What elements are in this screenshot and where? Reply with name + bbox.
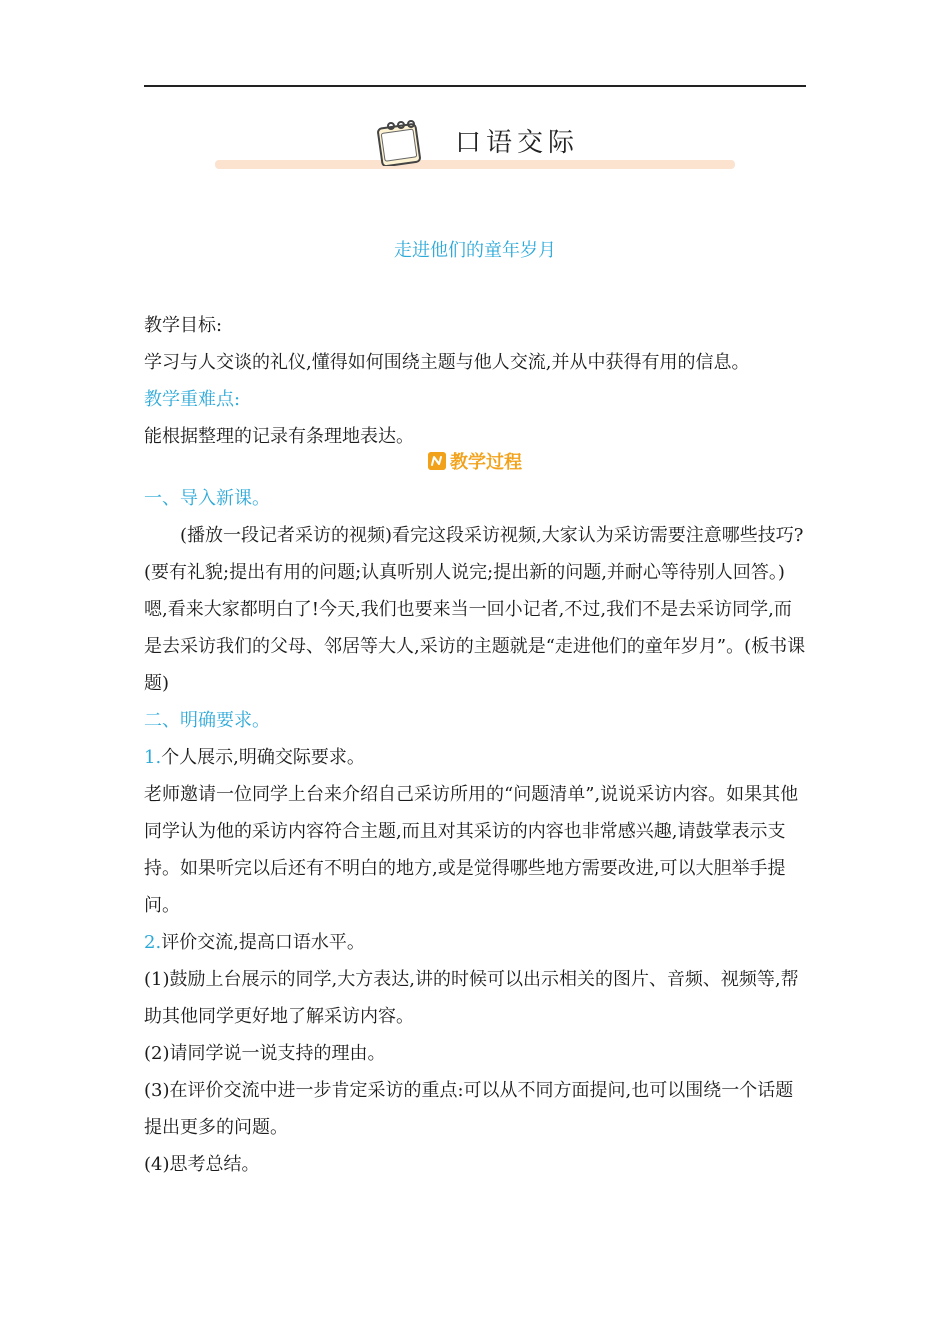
key-points-text: 能根据整理的记录有条理地表达。	[144, 426, 414, 447]
process-label: 教学过程	[450, 452, 522, 473]
lesson-title: 走进他们的童年岁月	[394, 240, 556, 261]
sub-item-4: (4)思考总结。	[144, 1154, 260, 1175]
notepad-icon	[377, 118, 423, 166]
banner-underline	[215, 160, 735, 169]
item1	[144, 739, 808, 776]
objectives-block	[144, 307, 808, 455]
item2-text: 评价交流,提高口语水平。	[161, 932, 365, 953]
banner-title: 口语交际	[455, 128, 580, 158]
top-rule	[144, 85, 806, 87]
section1-heading: 一、导入新课。	[144, 488, 270, 509]
sub-item-3: (3)在评价交流中进一步肯定采访的重点:可以从不同方面提问,也可以围绕一个话题提出更多的问题。	[144, 1080, 794, 1138]
objectives-text: 学习与人交谈的礼仪,懂得如何围绕主题与他人交流,并从中获得有用的信息。	[144, 352, 750, 373]
key-points-label: 教学重难点:	[144, 389, 241, 410]
process-heading	[0, 448, 950, 474]
item1-number: 1.	[144, 747, 162, 768]
section-banner	[215, 110, 735, 174]
section2	[144, 702, 808, 1183]
sub-item-1: (1)鼓励上台展示的同学,大方表达,讲的时候可以出示相关的图片、音频、视频等,帮助其他同学更好地了解采访内容。	[144, 969, 799, 1027]
section2-heading: 二、明确要求。	[144, 710, 270, 731]
item1-body: 老师邀请一位同学上台来介绍自己采访所用的“问题清单”,说说采访内容。如果其他同学认为他的采访内容符合主题,而且对其采访的内容也非常感兴趣,请鼓掌表示支持。如果听完以后还有不明白的地方,或是觉得哪些地方需要改进,可以大胆举手提问。	[144, 784, 799, 916]
section1-body: (播放一段记者采访的视频)看完这段采访视频,大家认为采访需要注意哪些技巧?(要有礼貌;提出有用的问题;认真听别人说完;提出新的问题,并耐心等待别人回答。)嗯,看来大家都明白了!今天,我们也要来当一回小记者,不过,我们不是去采访同学,而是去采访我们的父母、邻居等大人,采访的主题就是“走进他们的童年岁月”。(板书课题)	[144, 525, 806, 694]
section1	[144, 480, 808, 702]
item2	[144, 924, 808, 961]
process-icon	[428, 452, 446, 470]
item2-number: 2.	[144, 932, 162, 953]
item1-text: 个人展示,明确交际要求。	[161, 747, 365, 768]
process-badge	[428, 448, 522, 474]
objectives-label: 教学目标:	[144, 315, 223, 336]
sub-item-2: (2)请同学说一说支持的理由。	[144, 1043, 386, 1064]
